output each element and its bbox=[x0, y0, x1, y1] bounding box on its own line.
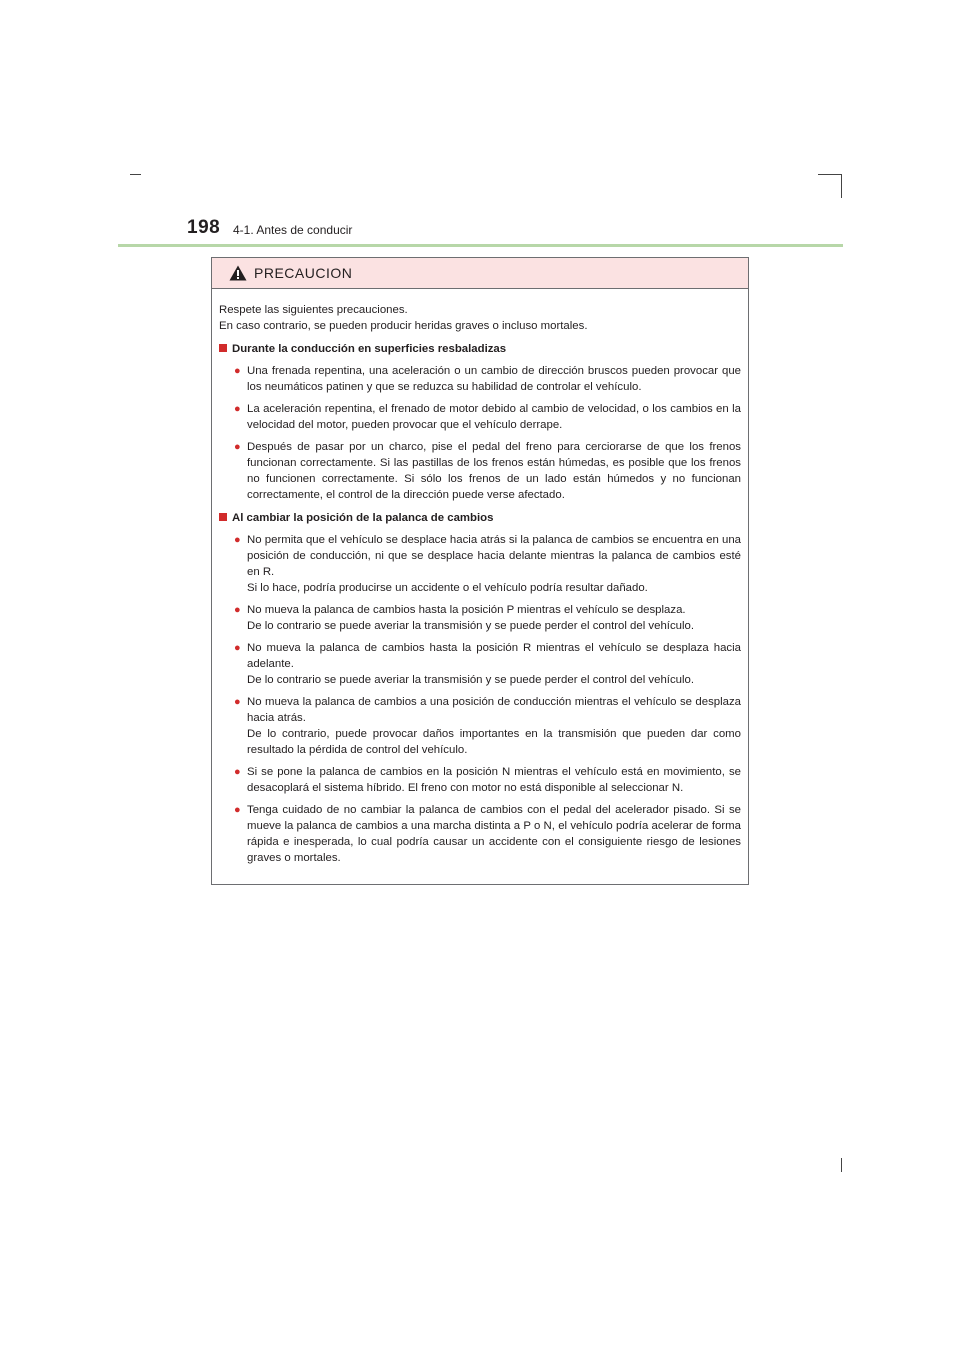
list-item-paragraph: Después de pasar por un charco, pise el pedal del freno para cerciorarse de que los frenos funcionan correctamente. Si las pastillas de los frenos están húmedas, es posible que los frenos no funcionen correctamente. Si sólo los frenos de un lado están húmedos y no funcionan correctamente, el control de la dirección puede verse afectado. bbox=[247, 441, 741, 501]
circle-bullet-icon: ● bbox=[234, 642, 241, 654]
list-item-paragraph: Si lo hace, podría producirse un accidente o el vehículo podría resultar dañado. bbox=[247, 582, 648, 594]
warning-icon bbox=[229, 265, 247, 281]
circle-bullet-icon: ● bbox=[234, 804, 241, 816]
caution-header bbox=[212, 258, 748, 289]
list-item bbox=[219, 439, 741, 503]
list-item-text bbox=[247, 764, 741, 796]
list-item-paragraph: No mueva la palanca de cambios hasta la posición R mientras el vehículo se desplaza hacia adelante. bbox=[247, 642, 741, 670]
page-number: 198 bbox=[187, 217, 221, 238]
list-item-text bbox=[247, 401, 741, 433]
list-item-paragraph: De lo contrario, puede provocar daños importantes en la transmisión que pueden dar como resultado la pérdida de control del vehículo. bbox=[247, 728, 741, 756]
caution-body bbox=[212, 289, 748, 866]
list-item bbox=[219, 602, 741, 634]
list-item-paragraph: Una frenada repentina, una aceleración o un cambio de dirección bruscos pueden provocar que los neumáticos patinen y que se reduzca su habilidad de controlar el vehículo. bbox=[247, 365, 741, 393]
list-item-paragraph: No mueva la palanca de cambios hasta la posición P mientras el vehículo se desplaza. bbox=[247, 604, 686, 616]
section-title: 4-1. Antes de conducir bbox=[233, 223, 353, 237]
list-item-paragraph: Tenga cuidado de no cambiar la palanca de cambios con el pedal del acelerador pisado. Si se mueve la palanca de cambios a una marcha distinta a P o N, el vehículo podría acelerar de forma rápida e inesperada, lo cual podría causar un accidente con el consiguiente riesgo de lesiones graves o mortales. bbox=[247, 804, 741, 864]
circle-bullet-icon: ● bbox=[234, 766, 241, 778]
circle-bullet-icon: ● bbox=[234, 365, 241, 377]
intro-line: Respete las siguientes precauciones. bbox=[219, 304, 408, 316]
list-item bbox=[219, 640, 741, 688]
caution-intro bbox=[219, 302, 741, 334]
section-heading-text: Durante la conducción en superficies resbaladizas bbox=[232, 343, 507, 355]
list-item-paragraph: No permita que el vehículo se desplace hacia atrás si la palanca de cambios se encuentra en una posición de conducción, ni que se desplace hacia delante mientras la palanca de cambios esté en R. bbox=[247, 534, 741, 578]
list-item bbox=[219, 532, 741, 596]
square-bullet-icon bbox=[219, 513, 227, 521]
section-heading bbox=[219, 341, 741, 357]
list-item bbox=[219, 694, 741, 758]
circle-bullet-icon: ● bbox=[234, 696, 241, 708]
header-rule bbox=[118, 244, 843, 247]
crop-mark bbox=[818, 174, 842, 175]
list-item bbox=[219, 764, 741, 796]
list-item bbox=[219, 401, 741, 433]
list-item-text bbox=[247, 439, 741, 503]
circle-bullet-icon: ● bbox=[234, 534, 241, 546]
list-item bbox=[219, 363, 741, 395]
list-item-text bbox=[247, 694, 741, 758]
caution-box bbox=[211, 257, 749, 885]
circle-bullet-icon: ● bbox=[234, 604, 241, 616]
list-item-text bbox=[247, 802, 741, 866]
list-item-paragraph: No mueva la palanca de cambios a una posición de conducción mientras el vehículo se desplaza hacia atrás. bbox=[247, 696, 741, 724]
list-item-paragraph: De lo contrario se puede averiar la transmisión y se puede perder el control del vehículo. bbox=[247, 620, 695, 632]
square-bullet-icon bbox=[219, 344, 227, 352]
list-item-paragraph: La aceleración repentina, el frenado de motor debido al cambio de velocidad, o los cambios en la velocidad del motor, pueden provocar que el vehículo derrape. bbox=[247, 403, 741, 431]
caution-title: PRECAUCION bbox=[254, 265, 353, 281]
circle-bullet-icon: ● bbox=[234, 441, 241, 453]
list-item-text bbox=[247, 363, 741, 395]
list-item-text bbox=[247, 602, 741, 634]
list-item-text bbox=[247, 640, 741, 688]
list-item-text bbox=[247, 532, 741, 596]
crop-mark bbox=[841, 1158, 842, 1172]
crop-mark bbox=[841, 174, 842, 198]
circle-bullet-icon: ● bbox=[234, 403, 241, 415]
section-heading bbox=[219, 510, 741, 526]
list-item-paragraph: De lo contrario se puede averiar la transmisión y se puede perder el control del vehículo. bbox=[247, 674, 695, 686]
section-heading-text: Al cambiar la posición de la palanca de cambios bbox=[232, 512, 494, 524]
list-item bbox=[219, 802, 741, 866]
list-item-paragraph: Si se pone la palanca de cambios en la posición N mientras el vehículo está en movimiento, se desacoplará el sistema híbrido. El freno con motor no está disponible al seleccionar N. bbox=[247, 766, 741, 794]
crop-mark bbox=[130, 174, 141, 175]
intro-line: En caso contrario, se pueden producir heridas graves o incluso mortales. bbox=[219, 320, 588, 332]
caution-sections bbox=[219, 341, 741, 866]
